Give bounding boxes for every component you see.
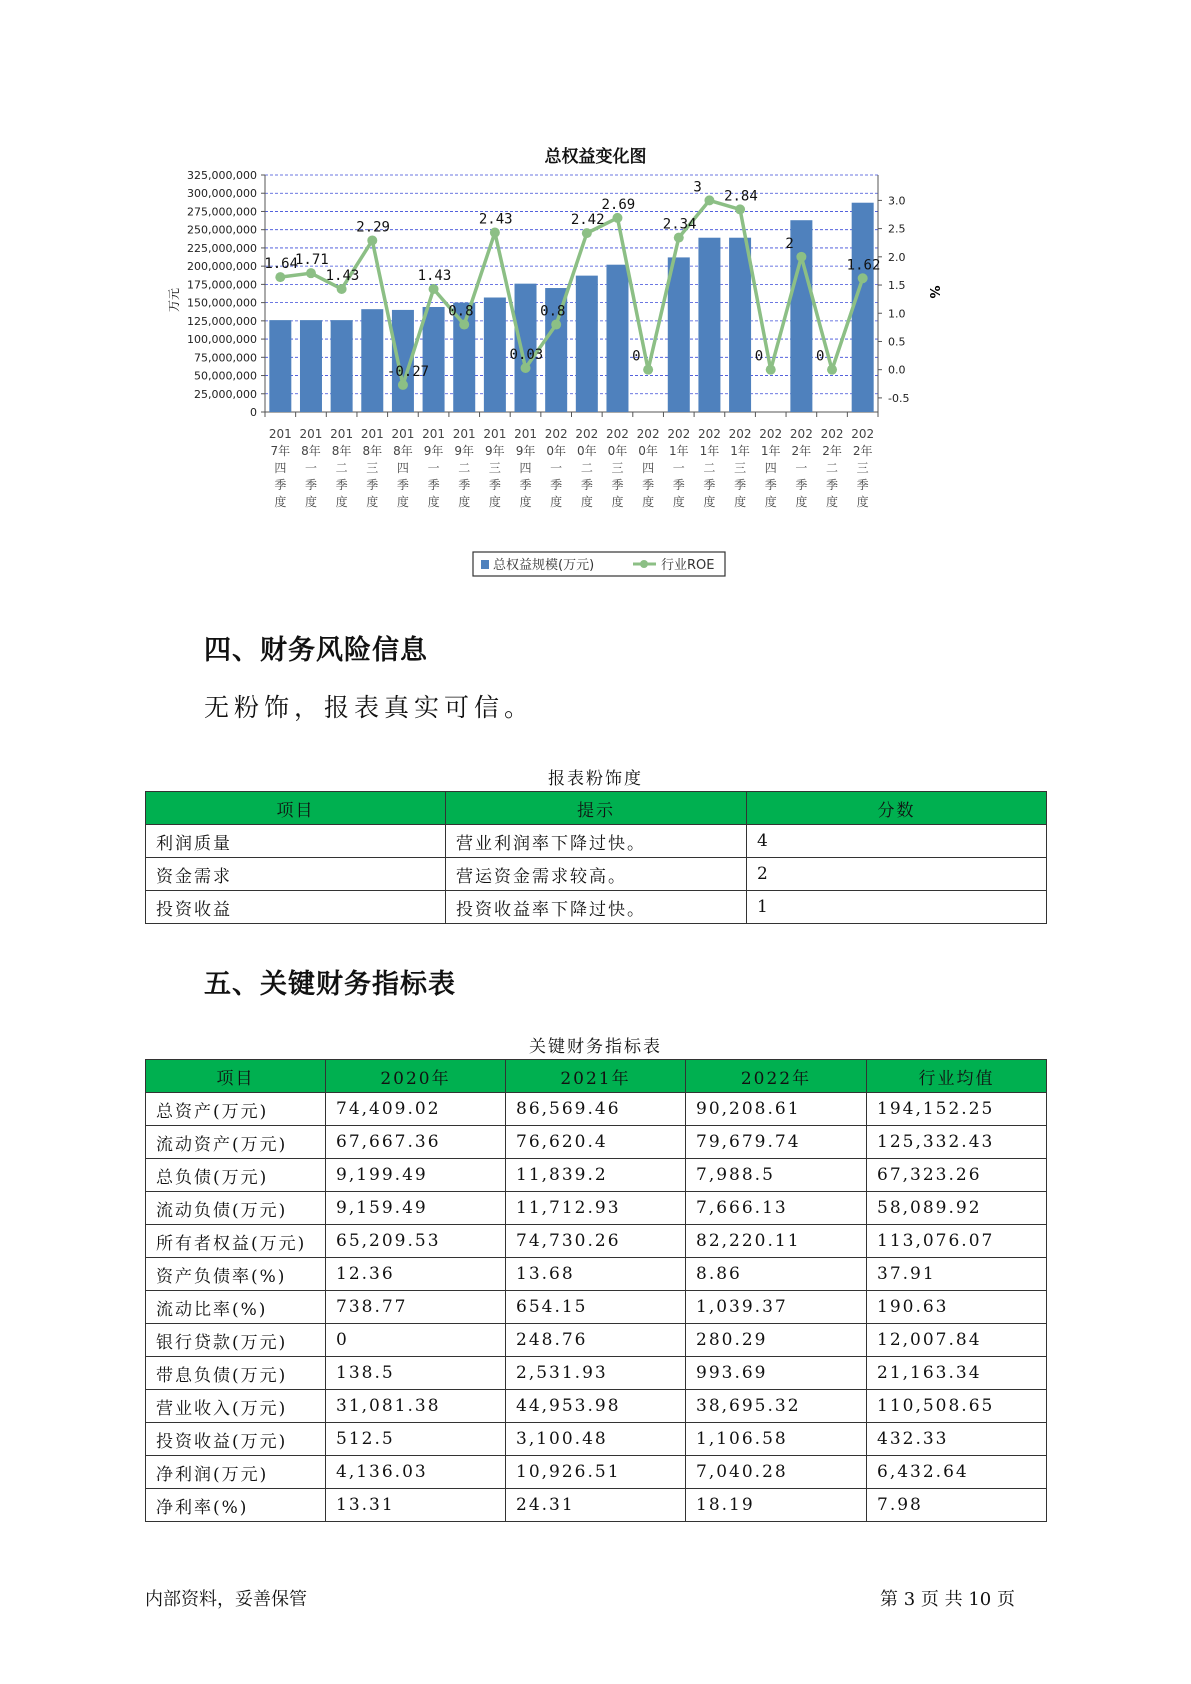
- table-cell: 512.5: [326, 1423, 506, 1456]
- data-label: 0.03: [509, 346, 544, 363]
- table-cell: 净利润(万元): [146, 1456, 326, 1489]
- table-cell: 1,039.37: [686, 1291, 867, 1324]
- table-cell: 125,332.43: [867, 1126, 1047, 1159]
- x-tick-label: 0年: [607, 444, 628, 458]
- x-tick-label: 季: [427, 478, 440, 492]
- x-tick-label: 9年: [515, 444, 536, 458]
- x-tick-label: 季: [672, 478, 685, 492]
- x-tick-label: 度: [396, 495, 409, 509]
- table-cell: 6,432.64: [867, 1456, 1047, 1489]
- table-cell: 流动资产(万元): [146, 1126, 326, 1159]
- roe-point: [337, 284, 347, 294]
- roe-point: [796, 252, 806, 262]
- table-cell: 58,089.92: [867, 1192, 1047, 1225]
- x-tick-label: 202: [697, 427, 721, 441]
- y-left-tick-label: 50,000,000: [194, 369, 257, 383]
- column-header: 分数: [747, 792, 1047, 825]
- y-left-tick-label: 325,000,000: [187, 170, 257, 182]
- table-cell: 流动负债(万元): [146, 1192, 326, 1225]
- table-cell: 11,712.93: [506, 1192, 686, 1225]
- x-tick-label: 季: [580, 478, 593, 492]
- table-row: [146, 1456, 1047, 1489]
- data-label: 1.71: [294, 252, 329, 269]
- x-tick-label: 季: [642, 478, 655, 492]
- x-tick-label: 季: [795, 478, 808, 492]
- table-cell: 利润质量: [146, 825, 446, 858]
- table-cell: 12,007.84: [867, 1324, 1047, 1357]
- table-cell: 12.36: [326, 1258, 506, 1291]
- x-tick-label: 201: [483, 427, 507, 441]
- x-tick-label: 四: [396, 461, 409, 475]
- x-tick-label: 季: [550, 478, 563, 492]
- table-row: [146, 1159, 1047, 1192]
- table-cell: 营运资金需求较高。: [446, 858, 747, 891]
- x-tick-label: 度: [795, 495, 808, 509]
- table-cell: 21,163.34: [867, 1357, 1047, 1390]
- x-tick-label: 三: [611, 461, 624, 475]
- section-4-title: 四、财务风险信息: [204, 635, 428, 666]
- roe-point: [429, 284, 439, 294]
- column-header: 2021年: [506, 1060, 686, 1093]
- x-tick-label: 三: [734, 461, 747, 475]
- x-tick-label: 一: [304, 461, 317, 475]
- x-tick-label: 度: [427, 495, 440, 509]
- x-tick-label: 2年: [822, 444, 842, 458]
- x-tick-label: 一: [672, 461, 685, 475]
- data-label: 2: [785, 235, 794, 252]
- x-tick-label: 三: [856, 461, 869, 475]
- table-cell: 24.31: [506, 1489, 686, 1522]
- table-cell: 654.15: [506, 1291, 686, 1324]
- roe-point: [275, 272, 285, 282]
- column-header: 项目: [146, 792, 446, 825]
- x-tick-label: 202: [667, 427, 691, 441]
- x-tick-label: 201: [391, 427, 415, 441]
- data-label: 2.69: [601, 196, 636, 213]
- legend-bar-label: 总权益规模(万元): [493, 558, 595, 573]
- x-tick-label: 度: [335, 495, 348, 509]
- whitewash-table: [145, 791, 1047, 924]
- x-tick-label: 三: [366, 461, 379, 475]
- y-right-tick-label: 1.5: [888, 279, 906, 293]
- x-tick-label: 季: [274, 478, 287, 492]
- table-cell: 7,988.5: [686, 1159, 867, 1192]
- x-tick-label: 季: [396, 478, 409, 492]
- table-cell: 带息负债(万元): [146, 1357, 326, 1390]
- x-tick-label: 201: [360, 427, 384, 441]
- roe-point: [398, 380, 408, 390]
- table-cell: 110,508.65: [867, 1390, 1047, 1423]
- table-row: [146, 1192, 1047, 1225]
- y-right-tick-label: 1.0: [888, 307, 906, 321]
- y-right-tick-label: -0.5: [888, 391, 910, 405]
- x-tick-label: 四: [274, 461, 287, 475]
- x-tick-label: 度: [734, 495, 747, 509]
- x-tick-label: 季: [488, 478, 501, 492]
- x-tick-label: 8年: [331, 444, 352, 458]
- x-tick-label: 季: [734, 478, 747, 492]
- x-tick-label: 202: [606, 427, 629, 441]
- x-tick-label: 度: [611, 495, 624, 509]
- data-label: 0: [754, 348, 764, 365]
- roe-point: [766, 365, 776, 375]
- roe-point: [704, 195, 714, 205]
- table-cell: 74,730.26: [506, 1225, 686, 1258]
- table-row: [146, 1324, 1047, 1357]
- table-cell: 4: [747, 825, 1047, 858]
- x-tick-label: 8年: [301, 444, 321, 458]
- bar: [269, 320, 291, 412]
- roe-point: [643, 365, 653, 375]
- x-tick-label: 三: [488, 461, 501, 475]
- table-cell: 37.91: [867, 1258, 1047, 1291]
- table2-caption: 关键财务指标表: [529, 1037, 662, 1057]
- y-left-tick-label: 200,000,000: [187, 260, 257, 274]
- x-tick-label: 1年: [699, 444, 720, 458]
- column-header: 提示: [446, 792, 747, 825]
- roe-point: [521, 363, 531, 373]
- x-tick-label: 一: [795, 461, 808, 475]
- y-left-tick-label: 175,000,000: [187, 278, 257, 292]
- data-label: 1.62: [846, 257, 881, 274]
- table-cell: 7,040.28: [686, 1456, 867, 1489]
- x-tick-label: 8年: [362, 444, 383, 458]
- table-cell: 9,159.49: [326, 1192, 506, 1225]
- y-right-tick-label: 2.5: [888, 222, 906, 236]
- table-row: [146, 1093, 1047, 1126]
- roe-point: [459, 320, 469, 330]
- table-row: [146, 1423, 1047, 1456]
- x-tick-label: 季: [335, 478, 348, 492]
- x-tick-label: 1年: [730, 444, 750, 458]
- table-cell: 113,076.07: [867, 1225, 1047, 1258]
- table-cell: 营业利润率下降过快。: [446, 825, 747, 858]
- bar: [484, 298, 506, 412]
- table-cell: 738.77: [326, 1291, 506, 1324]
- x-tick-label: 度: [366, 495, 379, 509]
- x-tick-label: 202: [759, 427, 783, 441]
- table-cell: 82,220.11: [686, 1225, 867, 1258]
- table-cell: 净利率(%): [146, 1489, 326, 1522]
- x-tick-label: 四: [519, 461, 532, 475]
- x-tick-label: 1年: [668, 444, 689, 458]
- table-cell: 7,666.13: [686, 1192, 867, 1225]
- data-label: 1.43: [417, 267, 452, 284]
- data-label: 0.8: [448, 303, 474, 320]
- table-cell: 31,081.38: [326, 1390, 506, 1423]
- legend-line-label: 行业ROE: [661, 558, 715, 573]
- bar: [423, 307, 445, 412]
- x-tick-label: 二: [580, 461, 593, 475]
- bar: [852, 203, 874, 412]
- x-tick-label: 季: [519, 478, 532, 492]
- table-row: [146, 858, 1047, 891]
- x-tick-label: 二: [335, 461, 348, 475]
- x-tick-label: 度: [764, 495, 777, 509]
- table-cell: 67,667.36: [326, 1126, 506, 1159]
- table-cell: 79,679.74: [686, 1126, 867, 1159]
- x-tick-label: 202: [820, 427, 844, 441]
- y-left-tick-label: 275,000,000: [187, 205, 257, 219]
- x-tick-label: 二: [703, 461, 716, 475]
- table-cell: 280.29: [686, 1324, 867, 1357]
- table-row: [146, 1225, 1047, 1258]
- data-label: 0: [632, 348, 641, 365]
- x-tick-label: 度: [304, 495, 317, 509]
- x-tick-label: 二: [458, 461, 471, 475]
- x-tick-label: 度: [519, 495, 532, 509]
- table-cell: 10,926.51: [506, 1456, 686, 1489]
- x-tick-label: 201: [422, 427, 446, 441]
- y-right-tick-label: 2.0: [888, 250, 906, 264]
- x-tick-label: 度: [672, 495, 685, 509]
- table-cell: 13.68: [506, 1258, 686, 1291]
- x-tick-label: 度: [642, 495, 655, 509]
- legend-line-marker: [640, 560, 648, 568]
- x-tick-label: 0年: [577, 444, 597, 458]
- x-tick-label: 8年: [393, 444, 413, 458]
- table-cell: 993.69: [686, 1357, 867, 1390]
- table-cell: 432.33: [867, 1423, 1047, 1456]
- x-tick-label: 202: [728, 427, 752, 441]
- bar: [729, 238, 751, 412]
- x-tick-label: 201: [514, 427, 537, 441]
- table-cell: 67,323.26: [867, 1159, 1047, 1192]
- data-label: 2.29: [356, 219, 390, 236]
- x-tick-label: 202: [789, 427, 813, 441]
- y-left-tick-label: 25,000,000: [194, 387, 257, 401]
- table-cell: 1,106.58: [686, 1423, 867, 1456]
- x-tick-label: 1年: [760, 444, 781, 458]
- x-tick-label: 四: [764, 461, 777, 475]
- x-tick-label: 季: [856, 478, 869, 492]
- y-left-tick-label: 250,000,000: [187, 223, 257, 237]
- x-tick-label: 0年: [638, 444, 658, 458]
- table-cell: 资产负债率(%): [146, 1258, 326, 1291]
- x-tick-label: 季: [703, 478, 716, 492]
- table-cell: 总负债(万元): [146, 1159, 326, 1192]
- roe-point: [367, 235, 377, 245]
- x-tick-label: 2年: [852, 444, 873, 458]
- table-cell: 38,695.32: [686, 1390, 867, 1423]
- table-cell: 投资收益: [146, 891, 446, 924]
- roe-point: [858, 273, 868, 283]
- y-left-tick-label: 125,000,000: [187, 314, 257, 328]
- table-cell: 总资产(万元): [146, 1093, 326, 1126]
- table-cell: 营业收入(万元): [146, 1390, 326, 1423]
- roe-point: [612, 213, 622, 223]
- table-cell: 所有者权益(万元): [146, 1225, 326, 1258]
- y-left-tick-label: 75,000,000: [194, 351, 257, 365]
- bar: [300, 320, 322, 412]
- x-tick-label: 二: [826, 461, 839, 475]
- table-row: [146, 1489, 1047, 1522]
- bar: [698, 238, 720, 412]
- x-tick-label: 季: [764, 478, 777, 492]
- x-tick-label: 201: [330, 427, 354, 441]
- data-label: 0: [816, 348, 825, 365]
- x-tick-label: 202: [636, 427, 660, 441]
- roe-point: [827, 365, 837, 375]
- column-header: 2022年: [686, 1060, 867, 1093]
- table-cell: 流动比率(%): [146, 1291, 326, 1324]
- x-tick-label: 季: [611, 478, 624, 492]
- data-label: 2.43: [478, 211, 513, 228]
- y-right-axis-label: %: [926, 285, 941, 299]
- table-cell: 248.76: [506, 1324, 686, 1357]
- table-row: [146, 1258, 1047, 1291]
- table-row: [146, 825, 1047, 858]
- column-header: 2020年: [326, 1060, 506, 1093]
- table-row: [146, 891, 1047, 924]
- x-tick-label: 度: [703, 495, 716, 509]
- x-tick-label: 2年: [791, 444, 812, 458]
- table-cell: 0: [326, 1324, 506, 1357]
- table-cell: 76,620.4: [506, 1126, 686, 1159]
- table-row: [146, 1126, 1047, 1159]
- table-cell: 银行贷款(万元): [146, 1324, 326, 1357]
- legend-bar-swatch: [481, 560, 489, 569]
- table-cell: 18.19: [686, 1489, 867, 1522]
- table-row: [146, 1357, 1047, 1390]
- table-row: [146, 1291, 1047, 1324]
- table-cell: 资金需求: [146, 858, 446, 891]
- x-tick-label: 202: [544, 427, 568, 441]
- roe-point: [490, 228, 500, 238]
- table-cell: 90,208.61: [686, 1093, 867, 1126]
- table-cell: 8.86: [686, 1258, 867, 1291]
- x-tick-label: 9年: [454, 444, 475, 458]
- roe-point: [551, 320, 561, 330]
- table-cell: 9,199.49: [326, 1159, 506, 1192]
- table-cell: 11,839.2: [506, 1159, 686, 1192]
- y-right-tick-label: 3.0: [888, 194, 906, 208]
- x-tick-label: 度: [580, 495, 593, 509]
- roe-point: [735, 204, 745, 214]
- x-tick-label: 一: [427, 461, 440, 475]
- x-tick-label: 0年: [546, 444, 566, 458]
- table-cell: 1: [747, 891, 1047, 924]
- table-cell: 44,953.98: [506, 1390, 686, 1423]
- x-tick-label: 201: [299, 427, 323, 441]
- x-tick-label: 度: [856, 495, 869, 509]
- table-cell: 190.63: [867, 1291, 1047, 1324]
- x-tick-label: 季: [304, 478, 317, 492]
- y-left-tick-label: 300,000,000: [187, 187, 257, 201]
- data-label: 2.34: [662, 216, 697, 233]
- table-cell: 2,531.93: [506, 1357, 686, 1390]
- x-tick-label: 度: [458, 495, 471, 509]
- table-cell: 3,100.48: [506, 1423, 686, 1456]
- data-label: -0.27: [386, 363, 430, 380]
- data-label: 3: [693, 179, 702, 196]
- x-tick-label: 202: [575, 427, 599, 441]
- data-label: 0.8: [540, 303, 566, 320]
- x-tick-label: 201: [268, 427, 292, 441]
- roe-point: [582, 228, 592, 238]
- bar: [668, 257, 690, 412]
- footer-confidential: 内部资料，妥善保管: [145, 1589, 307, 1610]
- equity-chart: [160, 170, 1040, 590]
- bar: [576, 276, 598, 412]
- table-cell: 86,569.46: [506, 1093, 686, 1126]
- column-header: 行业均值: [867, 1060, 1047, 1093]
- y-left-tick-label: 150,000,000: [187, 296, 257, 310]
- table-cell: 4,136.03: [326, 1456, 506, 1489]
- y-left-tick-label: 0: [250, 406, 257, 419]
- x-tick-label: 季: [826, 478, 839, 492]
- roe-point: [674, 233, 684, 243]
- section-4-text: 无粉饰，报表真实可信。: [204, 693, 535, 722]
- y-left-tick-label: 100,000,000: [187, 333, 257, 347]
- chart-title: 总权益变化图: [544, 147, 647, 167]
- table-cell: 194,152.25: [867, 1093, 1047, 1126]
- x-tick-label: 季: [458, 478, 471, 492]
- x-tick-label: 一: [550, 461, 563, 475]
- table1-caption: 报表粉饰度: [548, 769, 643, 789]
- roe-point: [306, 268, 316, 278]
- x-tick-label: 201: [452, 427, 476, 441]
- bar: [361, 309, 383, 412]
- x-tick-label: 度: [488, 495, 501, 509]
- table-cell: 138.5: [326, 1357, 506, 1390]
- data-label: 1.43: [325, 267, 360, 284]
- table-cell: 13.31: [326, 1489, 506, 1522]
- table-row: [146, 1390, 1047, 1423]
- column-header: 项目: [146, 1060, 326, 1093]
- x-tick-label: 9年: [423, 444, 444, 458]
- bar: [331, 320, 353, 412]
- x-tick-label: 202: [851, 427, 875, 441]
- x-tick-label: 季: [366, 478, 379, 492]
- y-left-tick-label: 225,000,000: [187, 241, 257, 255]
- data-label: 1.64: [264, 256, 299, 273]
- data-label: 2.84: [724, 188, 758, 205]
- y-right-tick-label: 0.0: [888, 363, 906, 377]
- data-label: 2.42: [570, 212, 605, 229]
- x-tick-label: 9年: [485, 444, 505, 458]
- x-tick-label: 度: [550, 495, 563, 509]
- bar: [606, 265, 628, 412]
- y-left-axis-label: 万元: [167, 287, 181, 313]
- y-right-tick-label: 0.5: [888, 335, 906, 349]
- table-cell: 2: [747, 858, 1047, 891]
- x-tick-label: 度: [274, 495, 287, 509]
- x-tick-label: 四: [642, 461, 655, 475]
- x-tick-label: 度: [826, 495, 839, 509]
- section-5-title: 五、关键财务指标表: [204, 969, 456, 1000]
- table-cell: 投资收益率下降过快。: [446, 891, 747, 924]
- x-tick-label: 7年: [270, 444, 291, 458]
- table-cell: 7.98: [867, 1489, 1047, 1522]
- key-metrics-table: [145, 1059, 1047, 1522]
- table-cell: 投资收益(万元): [146, 1423, 326, 1456]
- table-cell: 74,409.02: [326, 1093, 506, 1126]
- footer-page-number: 第 3 页 共 10 页: [880, 1589, 1015, 1610]
- table-cell: 65,209.53: [326, 1225, 506, 1258]
